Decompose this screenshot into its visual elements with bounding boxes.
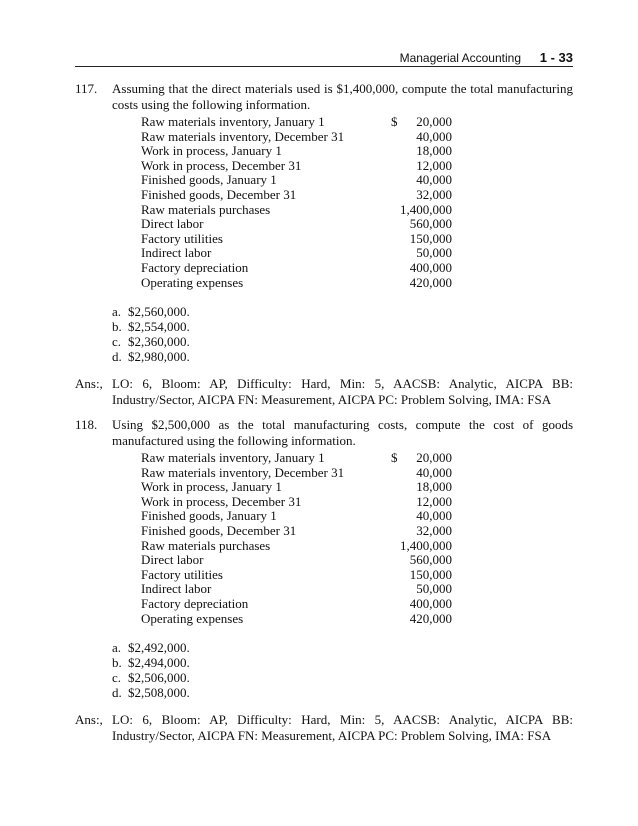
info-row bbox=[141, 188, 452, 203]
info-amount: 40,000 bbox=[416, 464, 452, 480]
info-row bbox=[141, 203, 452, 218]
info-label: Raw materials inventory, January 1 bbox=[141, 450, 325, 465]
info-amount: 560,000 bbox=[409, 552, 452, 568]
question-text: Using $2,500,000 as the total manufacturing costs, compute the cost of goods manufactured using the following information. bbox=[112, 417, 573, 448]
dollar-sign: $ bbox=[391, 450, 398, 465]
option-text: $2,980,000. bbox=[128, 349, 190, 365]
option-letter: d. bbox=[112, 685, 122, 701]
info-row bbox=[141, 509, 452, 524]
info-label: Operating expenses bbox=[141, 274, 244, 290]
answer-option bbox=[112, 304, 573, 319]
info-label: Factory utilities bbox=[141, 230, 223, 246]
info-amount: 32,000 bbox=[416, 186, 452, 202]
info-row bbox=[141, 130, 452, 145]
info-row bbox=[141, 115, 452, 130]
info-amount: 12,000 bbox=[416, 493, 452, 509]
info-amount: 50,000 bbox=[416, 581, 452, 597]
option-letter: c. bbox=[112, 670, 122, 686]
dollar-sign: $ bbox=[391, 114, 398, 129]
answer-option bbox=[112, 670, 573, 685]
info-row bbox=[141, 173, 452, 188]
answer-label: Ans:, bbox=[75, 376, 103, 391]
option-text: $2,508,000. bbox=[128, 685, 190, 701]
info-amount: 18,000 bbox=[416, 143, 452, 159]
info-amount: 40,000 bbox=[416, 508, 452, 524]
info-row bbox=[141, 276, 452, 291]
info-label: Operating expenses bbox=[141, 610, 244, 626]
answer-options bbox=[112, 304, 573, 364]
info-amount: 20,000 bbox=[416, 450, 452, 465]
option-letter: b. bbox=[112, 655, 122, 671]
info-label: Finished goods, December 31 bbox=[141, 522, 297, 538]
option-text: $2,492,000. bbox=[128, 640, 190, 656]
info-amount: 150,000 bbox=[409, 566, 452, 582]
info-label: Raw materials purchases bbox=[141, 201, 271, 217]
info-row bbox=[141, 612, 452, 627]
info-label: Direct labor bbox=[141, 216, 204, 232]
question-118 bbox=[75, 417, 573, 700]
info-amount: 1,400,000 bbox=[400, 537, 452, 553]
info-amount: 20,000 bbox=[416, 114, 452, 129]
answer-option bbox=[112, 334, 573, 349]
info-label: Raw materials inventory, December 31 bbox=[141, 128, 345, 144]
info-amount: 40,000 bbox=[416, 172, 452, 188]
info-label: Finished goods, January 1 bbox=[141, 172, 277, 188]
answer-option bbox=[112, 349, 573, 364]
info-label: Raw materials inventory, December 31 bbox=[141, 464, 345, 480]
info-row bbox=[141, 466, 452, 481]
header-rule bbox=[75, 66, 573, 67]
question-117 bbox=[75, 81, 573, 364]
info-amount: 400,000 bbox=[409, 259, 452, 275]
info-label: Work in process, December 31 bbox=[141, 157, 302, 173]
answer-options bbox=[112, 640, 573, 700]
info-label: Factory utilities bbox=[141, 566, 223, 582]
info-row bbox=[141, 159, 452, 174]
option-letter: c. bbox=[112, 334, 122, 350]
info-row bbox=[141, 261, 452, 276]
answer-option bbox=[112, 640, 573, 655]
info-row bbox=[141, 582, 452, 597]
info-label: Work in process, December 31 bbox=[141, 493, 302, 509]
info-row bbox=[141, 553, 452, 568]
info-amount: 420,000 bbox=[409, 274, 452, 290]
info-label: Indirect labor bbox=[141, 245, 212, 261]
answer-118 bbox=[75, 712, 573, 744]
info-row bbox=[141, 144, 452, 159]
answer-metadata-line1: LO: 6, Bloom: AP, Difficulty: Hard, Min: 5, AACSB: Analytic, AICPA BB: bbox=[112, 712, 573, 727]
info-row bbox=[141, 568, 452, 583]
info-row bbox=[141, 451, 452, 466]
info-amount: 12,000 bbox=[416, 157, 452, 173]
info-amount: 400,000 bbox=[409, 595, 452, 611]
page-number: 1 - 33 bbox=[539, 50, 573, 65]
info-amount: 1,400,000 bbox=[400, 201, 452, 217]
answer-option bbox=[112, 655, 573, 670]
answer-metadata-line1: LO: 6, Bloom: AP, Difficulty: Hard, Min: 5, AACSB: Analytic, AICPA BB: bbox=[112, 376, 573, 391]
info-amount: 150,000 bbox=[409, 230, 452, 246]
info-amount: 32,000 bbox=[416, 522, 452, 538]
option-text: $2,554,000. bbox=[128, 319, 190, 335]
info-row bbox=[141, 246, 452, 261]
info-amount: 18,000 bbox=[416, 479, 452, 495]
info-row bbox=[141, 495, 452, 510]
question-text: Assuming that the direct materials used is $1,400,000, compute the total manufacturing costs using the following information. bbox=[112, 81, 573, 112]
info-row bbox=[141, 480, 452, 495]
info-amount: 420,000 bbox=[409, 610, 452, 626]
info-label: Indirect labor bbox=[141, 581, 212, 597]
info-row bbox=[141, 597, 452, 612]
option-text: $2,360,000. bbox=[128, 334, 190, 350]
option-text: $2,494,000. bbox=[128, 655, 190, 671]
answer-metadata-line2: Industry/Sector, AICPA FN: Measurement, AICPA PC: Problem Solving, IMA: FSA bbox=[112, 392, 552, 407]
info-label: Factory depreciation bbox=[141, 595, 249, 611]
option-text: $2,560,000. bbox=[128, 304, 190, 320]
page-header bbox=[75, 45, 573, 67]
info-amount: 50,000 bbox=[416, 245, 452, 261]
question-number: 118. bbox=[75, 417, 98, 432]
answer-label: Ans:, bbox=[75, 712, 103, 727]
info-label: Raw materials purchases bbox=[141, 537, 271, 553]
info-label: Factory depreciation bbox=[141, 259, 249, 275]
option-text: $2,506,000. bbox=[128, 670, 190, 686]
info-label: Finished goods, December 31 bbox=[141, 186, 297, 202]
option-letter: d. bbox=[112, 349, 122, 365]
answer-option bbox=[112, 319, 573, 334]
answer-117 bbox=[75, 376, 573, 408]
info-label: Work in process, January 1 bbox=[141, 143, 282, 159]
info-row bbox=[141, 232, 452, 247]
information-list bbox=[141, 115, 452, 290]
answer-option bbox=[112, 685, 573, 700]
info-label: Raw materials inventory, January 1 bbox=[141, 114, 325, 129]
info-label: Finished goods, January 1 bbox=[141, 508, 277, 524]
book-title: Managerial Accounting bbox=[399, 51, 521, 65]
info-amount: 40,000 bbox=[416, 128, 452, 144]
info-row bbox=[141, 539, 452, 554]
answer-metadata-line2: Industry/Sector, AICPA FN: Measurement, AICPA PC: Problem Solving, IMA: FSA bbox=[112, 728, 552, 743]
info-label: Direct labor bbox=[141, 552, 204, 568]
question-number: 117. bbox=[75, 81, 98, 96]
info-label: Work in process, January 1 bbox=[141, 479, 282, 495]
info-row bbox=[141, 217, 452, 232]
option-letter: b. bbox=[112, 319, 122, 335]
option-letter: a. bbox=[112, 640, 122, 656]
info-amount: 560,000 bbox=[409, 216, 452, 232]
information-list bbox=[141, 451, 452, 626]
info-row bbox=[141, 524, 452, 539]
option-letter: a. bbox=[112, 304, 122, 320]
